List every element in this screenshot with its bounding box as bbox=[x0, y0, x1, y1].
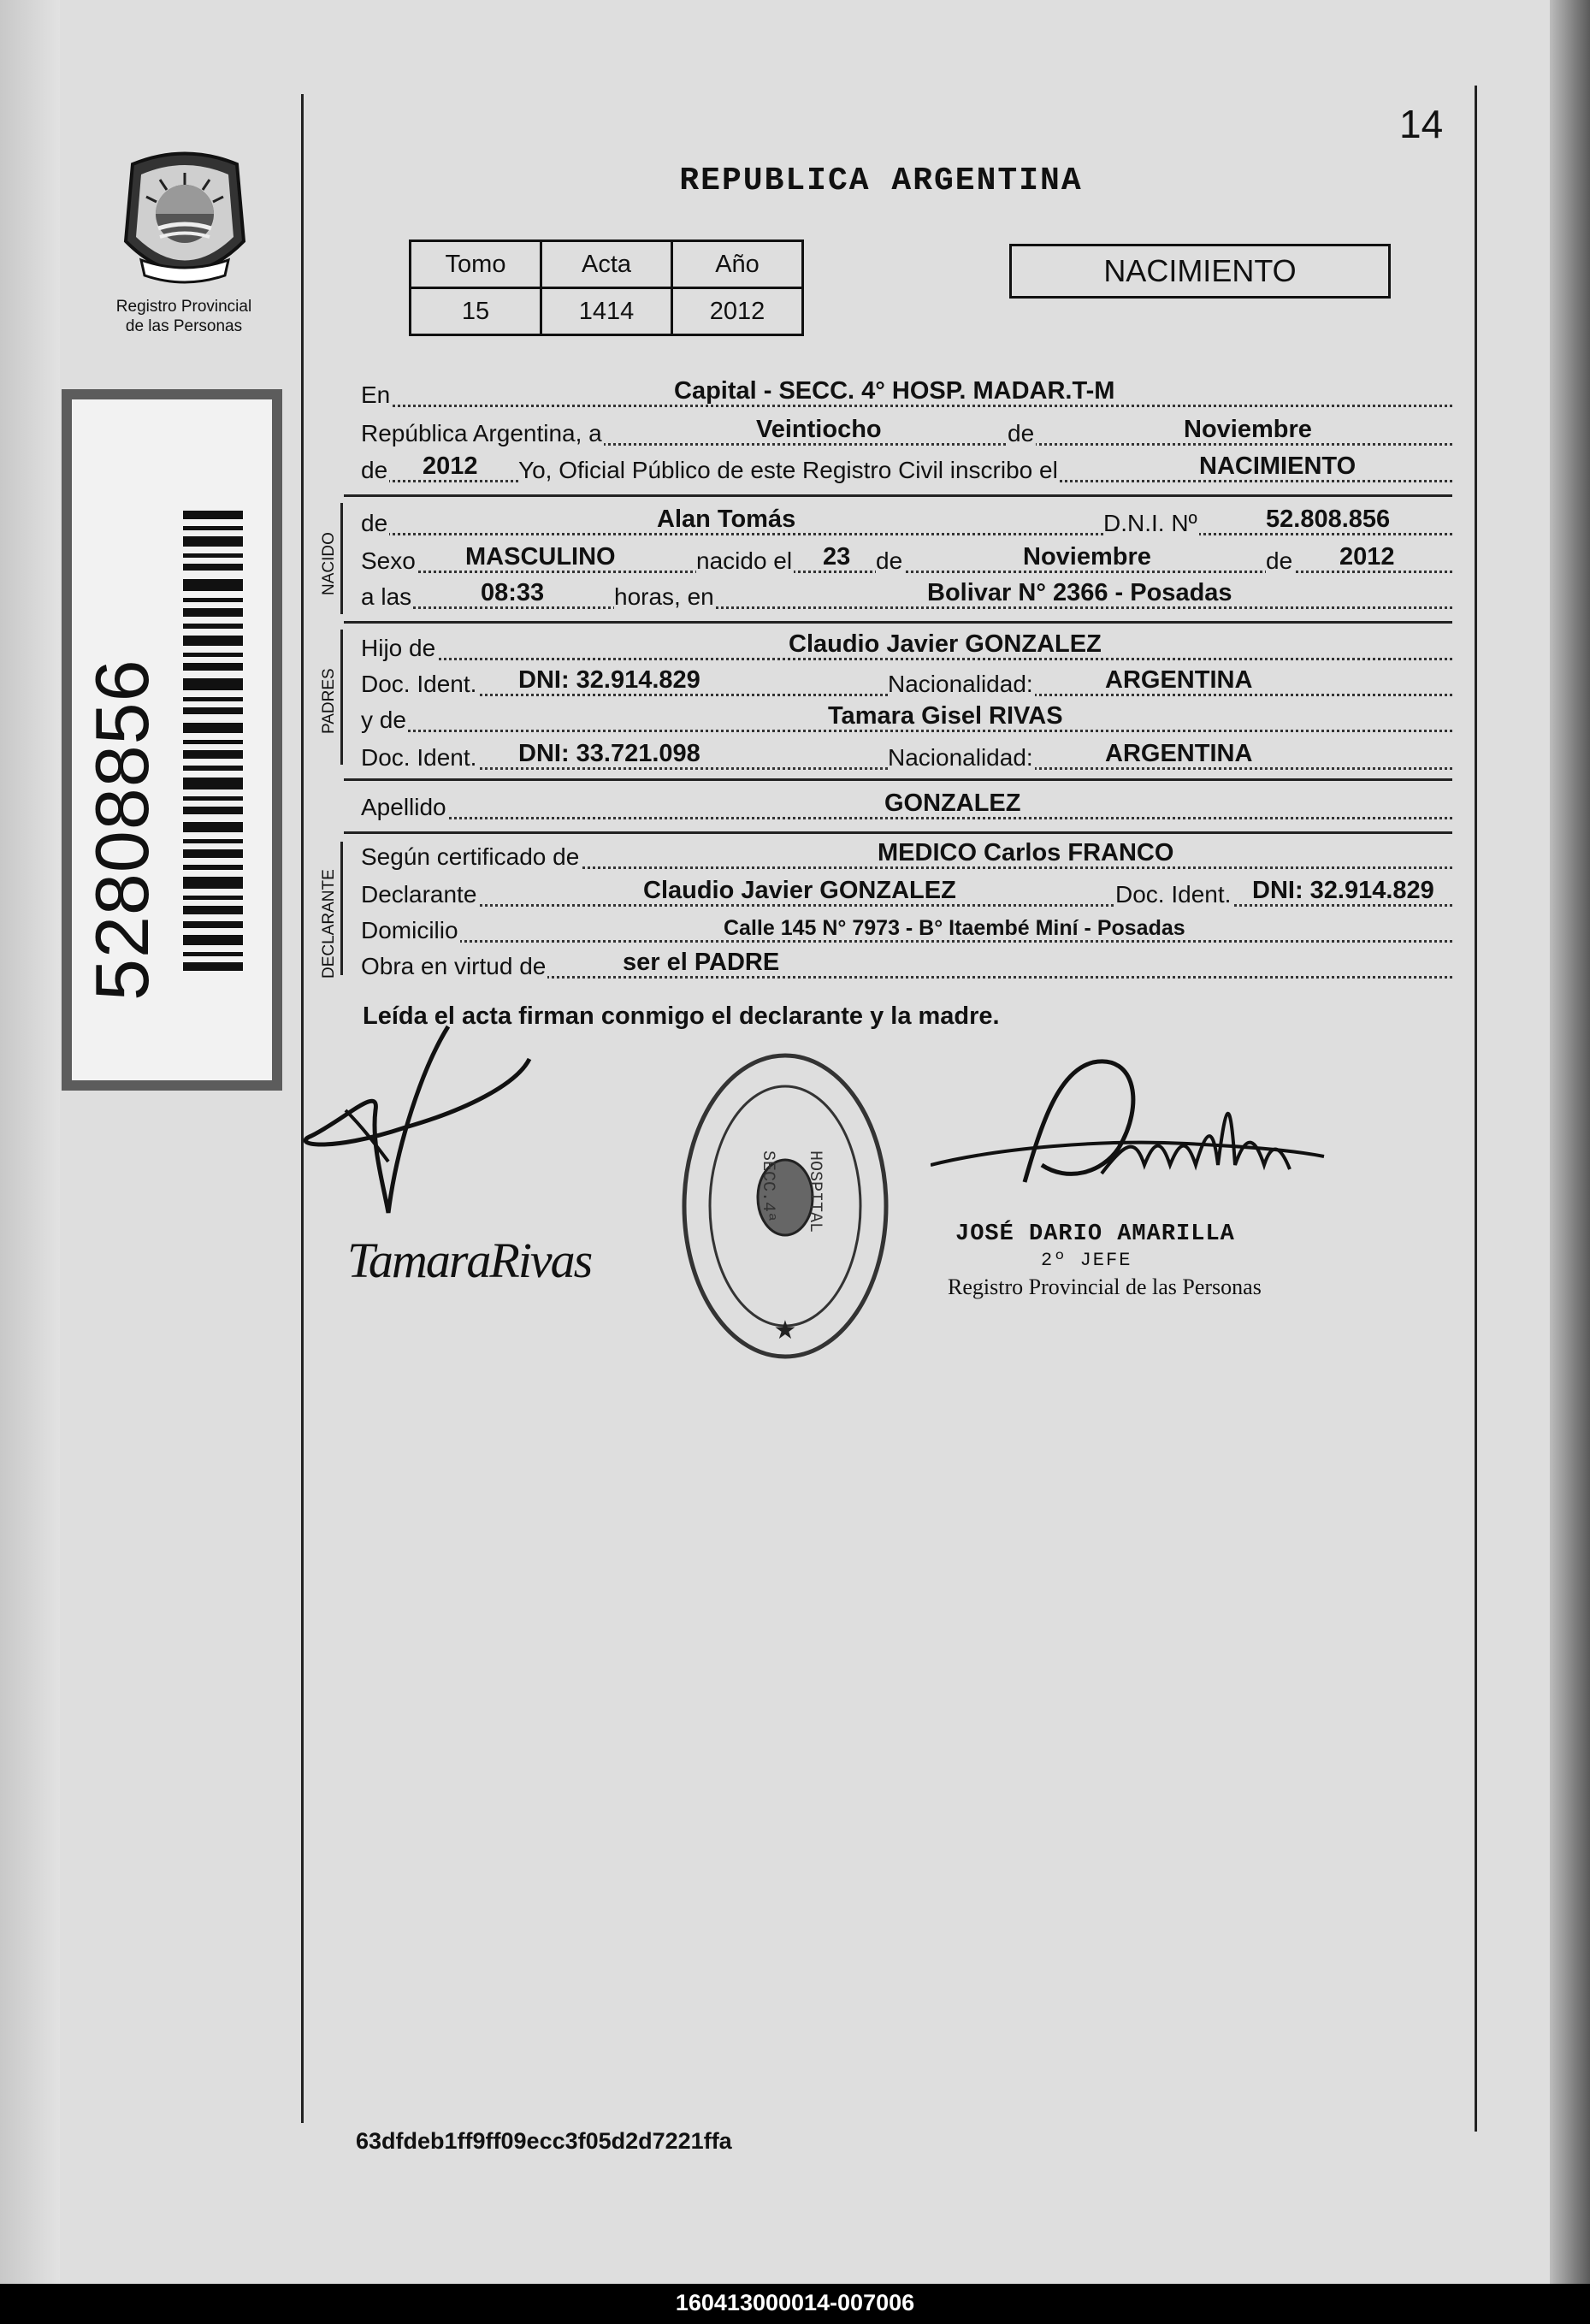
hora: 08:33 bbox=[481, 579, 545, 606]
horas-en-label: horas, en bbox=[614, 583, 714, 610]
en-value: Capital - SECC. 4° HOSP. MADAR.T-M bbox=[674, 377, 1115, 405]
record-table-value-row bbox=[411, 288, 803, 335]
apellido-label: Apellido bbox=[361, 794, 446, 820]
row-apellido bbox=[361, 790, 1452, 825]
record-value-acta: 1414 bbox=[541, 288, 672, 335]
divider-3 bbox=[344, 778, 1452, 781]
madre-dni: DNI: 33.721.098 bbox=[518, 740, 700, 767]
nacido-anio: 2012 bbox=[1339, 543, 1395, 571]
nacido-bracket bbox=[340, 503, 343, 614]
record-table bbox=[409, 239, 804, 336]
jefe-title: 2º JEFE bbox=[1041, 1250, 1132, 1271]
declarante-label: Declarante bbox=[361, 881, 477, 908]
domicilio: Calle 145 N° 7973 - B° Itaembé Miní - Posadas bbox=[724, 916, 1185, 940]
certificado-label: Según certificado de bbox=[361, 843, 580, 870]
declarant-signature bbox=[294, 1016, 542, 1221]
padre-doc-label: Doc. Ident. bbox=[361, 671, 477, 697]
row-certificado bbox=[361, 840, 1452, 874]
obra: ser el PADRE bbox=[623, 949, 780, 976]
row-sexo bbox=[361, 544, 1452, 578]
declarante-doc-label: Doc. Ident. bbox=[1115, 881, 1232, 908]
divider-2 bbox=[344, 621, 1452, 624]
row-nombre bbox=[361, 506, 1452, 541]
dni: 52.808.856 bbox=[1266, 506, 1391, 533]
sexo: MASCULINO bbox=[465, 543, 616, 571]
record-header-acta: Acta bbox=[541, 241, 672, 288]
tipo-inscripcion: NACIMIENTO bbox=[1199, 452, 1357, 480]
dia-texto: Veintiocho bbox=[756, 416, 882, 443]
row-en bbox=[361, 378, 1452, 412]
declarante: Claudio Javier GONZALEZ bbox=[643, 877, 956, 904]
nacido-mes: Noviembre bbox=[1023, 543, 1151, 571]
mes: Noviembre bbox=[1184, 416, 1312, 443]
de-label: de bbox=[1008, 420, 1035, 446]
record-table-header-row bbox=[411, 241, 803, 288]
right-margin-line bbox=[1475, 86, 1477, 2132]
hijo-de-label: Hijo de bbox=[361, 635, 436, 661]
closing-statement: Leída el acta firman conmigo el declarante y la madre. bbox=[363, 1002, 1000, 1030]
nacido-dia: 23 bbox=[823, 543, 851, 571]
madre-nacionalidad: ARGENTINA bbox=[1105, 740, 1253, 767]
row-padre bbox=[361, 631, 1452, 665]
padre-dni: DNI: 32.914.829 bbox=[518, 666, 700, 694]
anio: 2012 bbox=[423, 452, 478, 480]
lugar: Bolivar N° 2366 - Posadas bbox=[927, 579, 1232, 606]
de-label-2: de bbox=[361, 457, 388, 483]
barcode-number: 52808856 bbox=[80, 659, 164, 1001]
dni-label: D.N.I. Nº bbox=[1103, 510, 1197, 536]
row-madre-doc bbox=[361, 741, 1452, 775]
madre-nacionalidad-label: Nacionalidad: bbox=[888, 744, 1033, 771]
de-label-3: de bbox=[361, 510, 388, 536]
svg-text:SECC.4ª: SECC.4ª bbox=[758, 1150, 777, 1223]
row-obra bbox=[361, 949, 1452, 984]
mother-signature: TamaraRivas bbox=[347, 1233, 592, 1288]
record-value-anio: 2012 bbox=[672, 288, 803, 335]
section-label-padres: PADRES bbox=[320, 668, 338, 734]
row-declarante bbox=[361, 878, 1452, 912]
nombre: Alan Tomás bbox=[657, 506, 796, 533]
jefe-name: JOSÉ DARIO AMARILLA bbox=[955, 1221, 1235, 1247]
inscribo-text: Yo, Oficial Público de este Registro Civil inscribo el bbox=[518, 457, 1058, 483]
record-type-box: NACIMIENTO bbox=[1009, 244, 1391, 299]
page-edge bbox=[1550, 0, 1590, 2284]
de-label-4: de bbox=[876, 547, 903, 574]
svg-text:★: ★ bbox=[773, 1316, 797, 1345]
certificado: MEDICO Carlos FRANCO bbox=[878, 839, 1174, 866]
footer-code: 160413000014-007006 bbox=[675, 2290, 915, 2315]
row-republica bbox=[361, 417, 1452, 451]
y-de-label: y de bbox=[361, 707, 406, 733]
document-hash: 63dfdeb1ff9ff09ecc3f05d2d7221ffa bbox=[356, 2128, 732, 2154]
a-las-label: a las bbox=[361, 583, 412, 610]
padre: Claudio Javier GONZALEZ bbox=[789, 630, 1102, 658]
section-label-declarante: DECLARANTE bbox=[320, 869, 338, 979]
divider-4 bbox=[344, 831, 1452, 834]
registry-stamp bbox=[678, 1048, 892, 1364]
declarante-bracket bbox=[340, 842, 343, 975]
record-header-tomo: Tomo bbox=[411, 241, 541, 288]
obra-label: Obra en virtud de bbox=[361, 953, 547, 979]
section-label-nacido: NACIDO bbox=[320, 532, 338, 595]
registry-caption-line2: de las Personas bbox=[125, 317, 243, 335]
misiones-seal-logo bbox=[115, 147, 254, 291]
apellido: GONZALEZ bbox=[884, 789, 1021, 817]
declarante-dni: DNI: 32.914.829 bbox=[1252, 877, 1434, 904]
sexo-label: Sexo bbox=[361, 547, 416, 574]
republica-label: República Argentina, a bbox=[361, 420, 602, 446]
jefe-signature bbox=[931, 1054, 1333, 1225]
de-label-5: de bbox=[1266, 547, 1293, 574]
madre-doc-label: Doc. Ident. bbox=[361, 744, 477, 771]
padres-bracket bbox=[340, 630, 343, 765]
row-inscribo bbox=[361, 453, 1452, 488]
padre-nacionalidad: ARGENTINA bbox=[1105, 666, 1253, 694]
domicilio-label: Domicilio bbox=[361, 917, 458, 943]
record-value-tomo: 15 bbox=[411, 288, 541, 335]
nacido-el-label: nacido el bbox=[696, 547, 793, 574]
document-title: REPUBLICA ARGENTINA bbox=[679, 163, 1083, 199]
registry-caption bbox=[81, 297, 287, 336]
jefe-office: Registro Provincial de las Personas bbox=[948, 1274, 1262, 1299]
padre-nacionalidad-label: Nacionalidad: bbox=[888, 671, 1033, 697]
madre: Tamara Gisel RIVAS bbox=[828, 702, 1063, 730]
book-spine bbox=[0, 0, 60, 2284]
page-number: 14 bbox=[1399, 102, 1444, 146]
divider-1 bbox=[344, 494, 1452, 497]
registry-caption-line1: Registro Provincial bbox=[115, 298, 252, 316]
row-hora bbox=[361, 580, 1452, 614]
row-madre bbox=[361, 703, 1452, 737]
row-domicilio bbox=[361, 914, 1452, 948]
svg-text:HOSPITAL: HOSPITAL bbox=[805, 1150, 825, 1233]
record-header-anio: Año bbox=[672, 241, 803, 288]
row-padre-doc bbox=[361, 667, 1452, 701]
en-label: En bbox=[361, 381, 391, 408]
